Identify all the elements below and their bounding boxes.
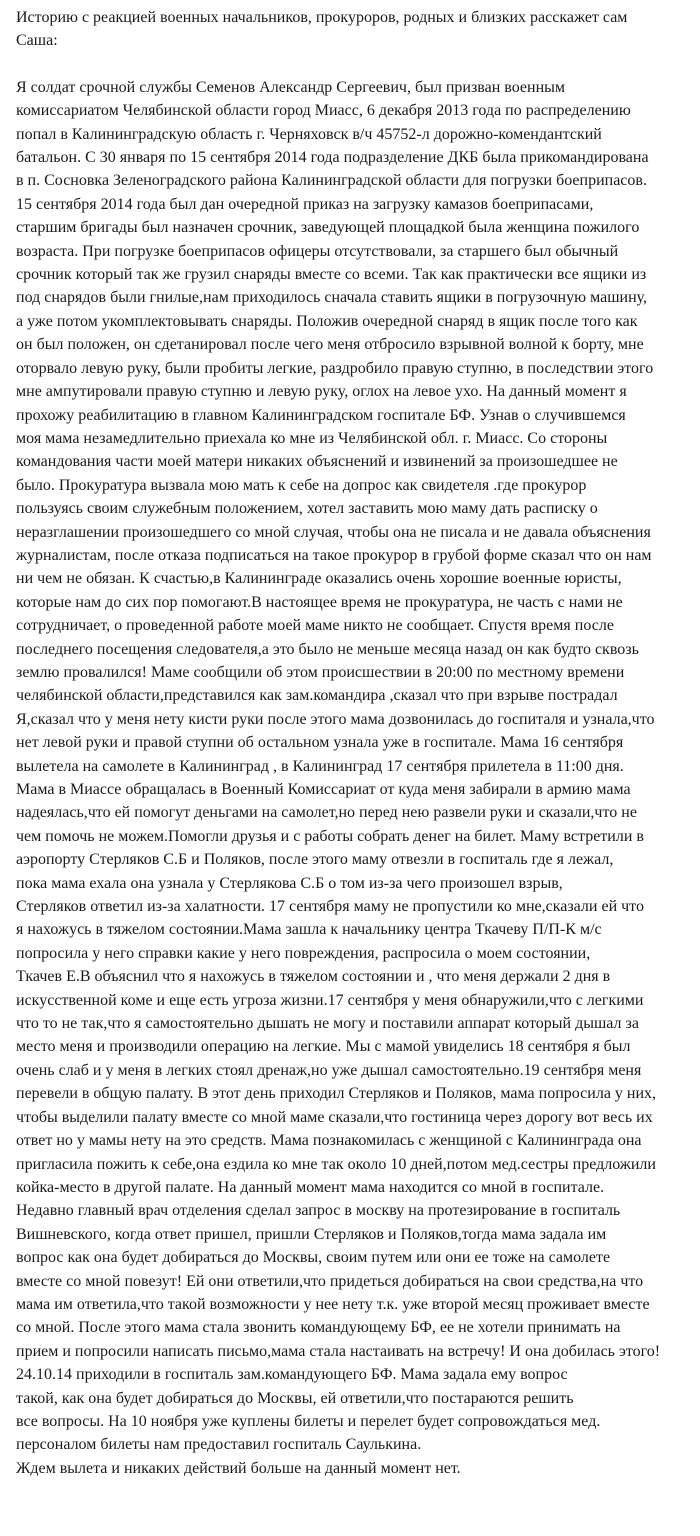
document-page <box>16 6 694 1480</box>
story-paragraph: Я солдат срочной службы Семенов Александр Сергеевич, был призван военным комиссариатом Челябинской области город Миасс, 6 декабря 2013 года по распределению попал в Калининградскую область г. Черняховск в/ч 45752-л дорожно-комендантский батальон. С 30 января по 15 сентября 2014 года подразделение ДКБ была прикомандирована в п. Сосновка Зеленоградского района Калининградской области для погрузки боеприпасов. 15 сентября 2014 года был дан очередной приказ на загрузку камазов боеприпасами, старшим бригады был назначен срочник, заведующей площадкой была женщина пожилого возраста. При погрузке боеприпасов офицеры отсутствовали, за старшего был обычный срочник который так же грузил снаряды вместе со всеми. Так как практически все ящики из под снарядов были гнилые,нам приходилось сначала ставить ящики в погрузочную машину, а уже потом укомплектовывать снаряды. Положив очередной снаряд в ящик после того как он был положен, он сдетанировал после чего меня отбросило взрывной волной к борту, мне оторвало левую руку, были пробиты легкие, раздробило правую ступню, в последствии этого мне ампутировали правую ступню и левую руку, оглох на левое ухо. На данный момент я прохожу реабилитацию в главном Калининградском госпитале БФ. Узнав о случившемся моя мама незамедлительно приехала ко мне из Челябинской обл. г. Миасс. Со стороны командования части моей матери никаких объяснений и извинений за произошедшее не было. Прокуратура вызвала мою мать к себе на допрос как свидетеля .где прокурор пользуясь своим служебным положением, хотел заставить мою маму дать расписку о неразглашении произошедшего со мной случая, чтобы она не писала и не давала объяснения журналистам, после отказа подписаться на такое прокурор в грубой форме сказал что он нам ни чем не обязан. К счастью,в Калининграде оказались очень хорошие военные юристы, которые нам до сих пор помогают.В настоящее время не прокуратура, не часть с нами не сотрудничает, о проведенной работе моей маме никто не сообщает. Спустя время после последнего посещения следователя,а это было не меньше месяца назад он как будто сквозь землю провалился! Маме сообщили об этом происшествии в 20:00 по местному времени челябинской области,представился как зам.командира ,сказал что при взрыве пострадал Я,сказал что у меня нету кисти руки после этого мама дозвонилась до госпиталя и узнала,что нет левой руки и правой ступни об остальном узнала уже в госпитале. Мама 16 сентября вылетела на самолете в Калининград , в Калининград 17 сентября прилетела в 11:00 дня. Мама в Миассе обращалась в Военный Комиссариат от куда меня забирали в армию мама надеялась,что ей помогут деньгами на самолет,но перед нею развели руки и сказали,что не чем помочь не можем.Помогли друзья и с работы собрать денег на билет. Маму встретили в аэропорту Стерляков С.Б и Поляков, после этого маму отвезли в госпиталь где я лежал, пока мама ехала она узнала у Стерлякова С.Б о том из-за чего произошел взрыв, Стерляков ответил из-за халатности. 17 сентября маму не пропустили ко мне,сказали ей что я нахожусь в тяжелом состоянии.Мама зашла к начальнику центра Ткачеву П/П-К м/с попросила у него справки какие у него повреждения, распросила о моем состоянии, Ткачев Е.В объяснил что я нахожусь в тяжелом состоянии и , что меня держали 2 дня в искусственной коме и еще есть угроза жизни.17 сентября у меня обнаружили,что с легкими что то не так,что я самостоятельно дышать не могу и поставили аппарат который дышал за место меня и производили операцию на легкие. Мы с мамой увиделись 18 сентября я был очень слаб и у меня в легких стоял дренаж,но уже дышал самостоятельно.19 сентября меня перевели в общую палату. В этот день приходил Стерляков и Поляков, мама попросила у них, чтобы выделили палату вместе со мной маме сказали,что гостиница через дорогу вот весь их ответ но у мамы нету на это средств. Мама познакомилась с женщиной с Калининграда она пригласила пожить к себе,она ездила ко мне так около 10 дней,потом мед.сестры предложили койка-место в другой палате. На данный момент мама находится со мной в госпитале. Недавно главный врач отделения сделал запрос в москву на протезирование в госпиталь Вишневского, когда ответ пришел, пришли Стерляков и Поляков,тогда мама задала им вопрос как она будет добираться до Москвы, своим путем или они ее тоже на самолете вместе со мной повезут! Ей они ответили,что придеться добираться на свои средства,на что мама им ответила,что такой возможности у нее нету т.к. уже второй месяц проживает вместе со мной. После этого мама стала звонить командующему БФ, ее не хотели принимать на прием и попросили написать письмо,мама стала настаивать на встречу! И она добилась этого! 24.10.14 приходили в госпиталь зам.командующего БФ. Мама задала ему вопрос такой, как она будет добираться до Москвы, ей ответили,что постараются решить все вопросы. На 10 ноября уже куплены билеты и перелет будет сопровождаться мед. персоналом билеты нам предоставил госпиталь Саулькина. Ждем вылета и никаких действий больше на данный момент нет. <box>16 78 661 1477</box>
intro-paragraph: Историю с реакцией военных начальников, прокуроров, родных и близких расскажет сам Саша: <box>16 9 628 50</box>
